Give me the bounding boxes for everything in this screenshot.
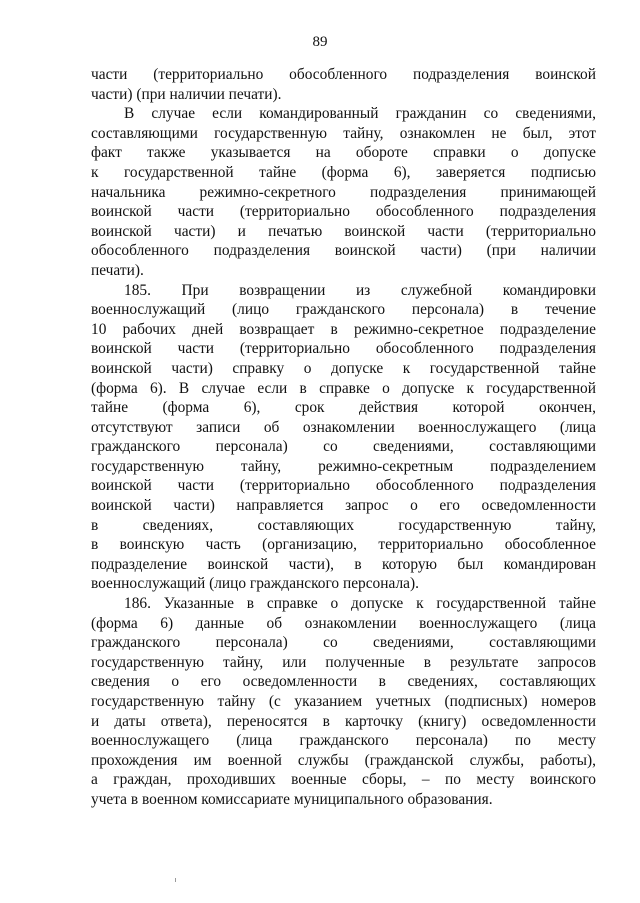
text-line: 10 рабочих дней возвращает в режимно-секретное подразделение <box>91 320 596 338</box>
paragraph-uninformed-case <box>91 104 596 280</box>
text-line: печати). <box>91 261 144 279</box>
text-line: воинской части) направляется запрос о его осведомленности <box>91 497 596 515</box>
text-line: воинской части (территориально обособленного подразделения <box>91 340 596 358</box>
text-line: 185. При возвращении из служебной командировки <box>124 281 596 299</box>
text-line: военнослужащий (лицо гражданского персонала). <box>91 575 419 593</box>
text-line: части (территориально обособленного подразделения воинской <box>91 66 596 83</box>
text-line: в сведениях, составляющих государственную тайну, <box>91 516 596 534</box>
text-line: военнослужащего (лица гражданского персонала) по месту <box>91 732 596 750</box>
text-line: (форма 6). В случае если в справке о допуске к государственной <box>91 379 596 397</box>
text-line: государственную тайну (с указанием учетных (подписных) номеров <box>91 693 596 710</box>
text-line: прохождения им военной службы (гражданской службы, работы), <box>91 751 596 769</box>
scan-speck <box>175 878 176 882</box>
text-line: гражданского персонала) со сведениями, составляющими <box>91 634 596 652</box>
text-line: учета в военном комиссариате муниципального образования. <box>91 790 493 808</box>
paragraph-185 <box>91 281 596 595</box>
text-line: воинской части) и печатью воинской части (территориально <box>91 222 596 240</box>
text-line: воинской части) справку о допуске к государственной тайне <box>91 359 596 377</box>
text-line: начальника режимно-секретного подразделения принимающей <box>91 183 596 201</box>
text-line: 186. Указанные в справке о допуске к государственной тайне <box>124 595 596 613</box>
text-line: части) (при наличии печати). <box>91 85 282 103</box>
text-line: отсутствуют записи об ознакомлении военнослужащего (лица <box>91 418 596 436</box>
text-line: а граждан, проходивших военные сборы, – по месту воинского <box>91 771 596 789</box>
text-line: (форма 6) данные об ознакомлении военнослужащего (лица <box>91 614 596 632</box>
text-line: тайне (форма 6), срок действия которой окончен, <box>91 399 596 417</box>
text-line: факт также указывается на обороте справки о допуске <box>91 144 596 162</box>
text-line: составляющими государственную тайну, ознакомлен не был, этот <box>91 124 596 142</box>
text-line: к государственной тайне (форма 6), заверяется подписью <box>91 163 596 181</box>
text-line: В случае если командированный гражданин со сведениями, <box>124 105 596 123</box>
text-line: обособленного подразделения воинской части) (при наличии <box>91 242 596 260</box>
text-line: военнослужащий (лицо гражданского персонала) в течение <box>91 301 596 319</box>
paragraph-186 <box>91 594 596 810</box>
text-line: воинской части (территориально обособленного подразделения <box>91 203 596 221</box>
text-line: в воинскую часть (организацию, территориально обособленное <box>91 536 596 554</box>
page-number: 89 <box>312 34 328 50</box>
text-line: государственную тайну, режимно-секретным подразделением <box>91 457 596 475</box>
body-text <box>91 65 596 810</box>
text-line: воинской части (территориально обособленного подразделения <box>91 477 596 495</box>
paragraph-continuation <box>91 65 596 104</box>
text-line: государственную тайну, или полученные в результате запросов <box>91 653 596 671</box>
text-line: гражданского персонала) со сведениями, составляющими <box>91 438 596 456</box>
text-line: сведения о его осведомленности в сведениях, составляющих <box>91 673 596 691</box>
text-line: подразделение воинской части), в которую был командирован <box>91 555 596 573</box>
text-line: и даты ответа), переносятся в карточку (книгу) осведомленности <box>91 712 596 730</box>
